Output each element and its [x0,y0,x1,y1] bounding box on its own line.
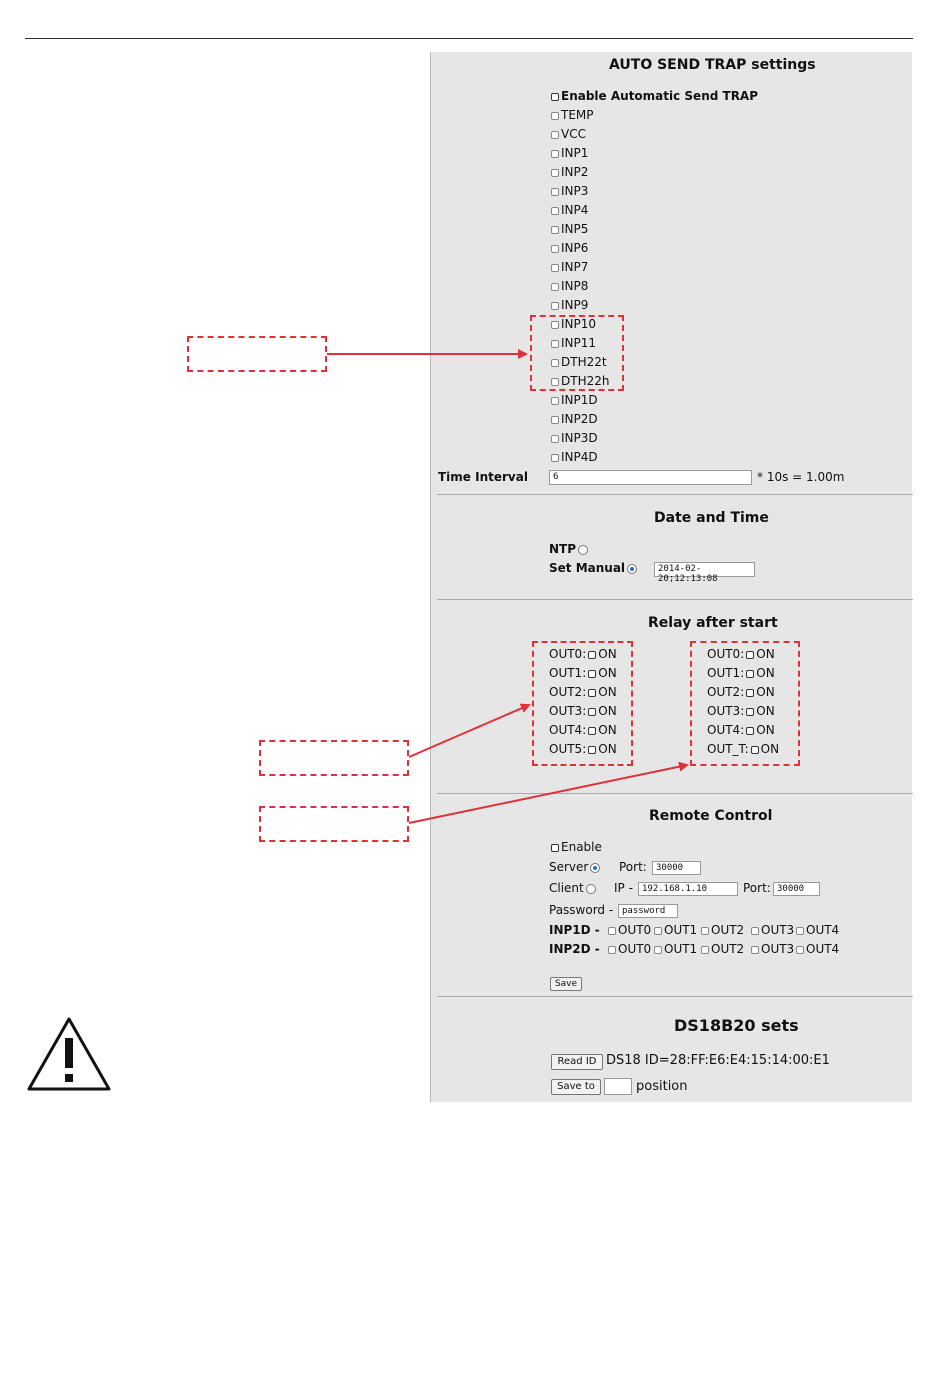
remote-enable-label: Enable [561,840,602,854]
trap-item-label: INP7 [561,260,589,274]
read-id-button[interactable]: Read ID [551,1054,603,1070]
trap-item-label: INP3 [561,184,589,198]
arrow-to-relay-left [409,705,529,757]
trap-item-label: INP9 [561,298,589,312]
manual-datetime-input[interactable]: 2014-02-20;12:13:08 [654,562,755,577]
relay-output-label: OUT4: [549,723,587,737]
date-time-title: Date and Time [654,510,769,526]
remote-output-label: OUT0 [618,942,652,956]
relay-output-label: OUT0: [707,647,745,661]
relay-on-label: ON [756,685,775,699]
relay-output-label: OUT_T: [707,742,749,756]
remote-output-label: OUT2 [711,923,745,937]
relay-output-label: OUT0: [549,647,587,661]
trap-item-label: INP10 [561,317,597,331]
remote-output-label: OUT1 [664,923,698,937]
relay-on-label: ON [598,666,617,680]
ds18-id-text: DS18 ID=28:FF:E6:E4:15:14:00:E1 [606,1053,830,1068]
trap-item-label: INP6 [561,241,589,255]
trap-item-label: INP4 [561,203,589,217]
trap-item-label: VCC [561,127,586,141]
trap-item-label: INP1 [561,146,589,160]
relay-on-label: ON [760,742,780,756]
relay-output-label: OUT1: [549,666,587,680]
client-label: Client [549,881,584,895]
relay-on-label: ON [756,647,775,661]
client-port-label: Port: [743,881,771,895]
relay-on-label: ON [756,723,775,737]
relay-output-label: OUT5: [549,742,587,756]
trap-item-label: INP11 [561,336,597,350]
relay-output-label: OUT3: [549,704,587,718]
remote-title: Remote Control [649,808,773,824]
server-port-input[interactable]: 30000 [652,861,701,875]
relay-on-label: ON [756,704,775,718]
trap-item-label: INP8 [561,279,589,293]
save-to-button[interactable]: Save to [551,1079,601,1095]
trap-item-label: TEMP [561,108,594,122]
trap-item-label: INP2D [561,412,598,426]
relay-output-label: OUT3: [707,704,745,718]
relay-on-label: ON [598,704,617,718]
trap-item-label: DTH22t [561,355,607,369]
server-port-label: Port: [619,860,647,874]
password-label: Password - [549,903,614,917]
server-label: Server [549,860,589,874]
time-interval-label: Time Interval [438,470,528,484]
inp2d-label: INP2D - [549,942,600,956]
remote-output-label: OUT2 [711,942,745,956]
ntp-label: NTP [549,542,577,556]
remote-output-label: OUT0 [618,923,652,937]
time-interval-suffix: * 10s = 1.00m [757,470,845,484]
relay-on-label: ON [598,742,617,756]
set-manual-label: Set Manual [549,561,626,575]
relay-output-label: OUT2: [707,685,745,699]
relay-output-label: OUT1: [707,666,745,680]
remote-output-label: OUT3 [761,942,795,956]
trap-item-label: INP5 [561,222,589,236]
enable-auto-trap-label: Enable Automatic Send TRAP [561,89,759,103]
trap-item-label: INP4D [561,450,598,464]
remote-save-button[interactable]: Save [550,977,582,991]
time-interval-input[interactable]: 6 [549,470,752,485]
remote-output-label: OUT1 [664,942,698,956]
relay-on-label: ON [598,685,617,699]
relay-title: Relay after start [648,615,778,631]
relay-output-label: OUT4: [707,723,745,737]
ds18-title: DS18B20 sets [674,1016,799,1035]
auto-trap-title: AUTO SEND TRAP settings [609,57,816,73]
remote-output-label: OUT4 [806,942,840,956]
trap-item-label: DTH22h [561,374,610,388]
position-label: position [636,1079,688,1094]
relay-on-label: ON [598,723,617,737]
arrow-to-relay-right [409,765,687,823]
client-port-input[interactable]: 30000 [773,882,820,896]
relay-output-label: OUT2: [549,685,587,699]
inp1d-label: INP1D - [549,923,600,937]
remote-output-label: OUT3 [761,923,795,937]
password-input[interactable]: password [618,904,678,918]
trap-item-label: INP2 [561,165,589,179]
client-ip-label: IP - [614,881,633,895]
remote-output-label: OUT4 [806,923,840,937]
trap-item-label: INP3D [561,431,598,445]
relay-on-label: ON [756,666,775,680]
relay-on-label: ON [598,647,617,661]
client-ip-input[interactable]: 192.168.1.10 [638,882,738,896]
trap-item-label: INP1D [561,393,598,407]
